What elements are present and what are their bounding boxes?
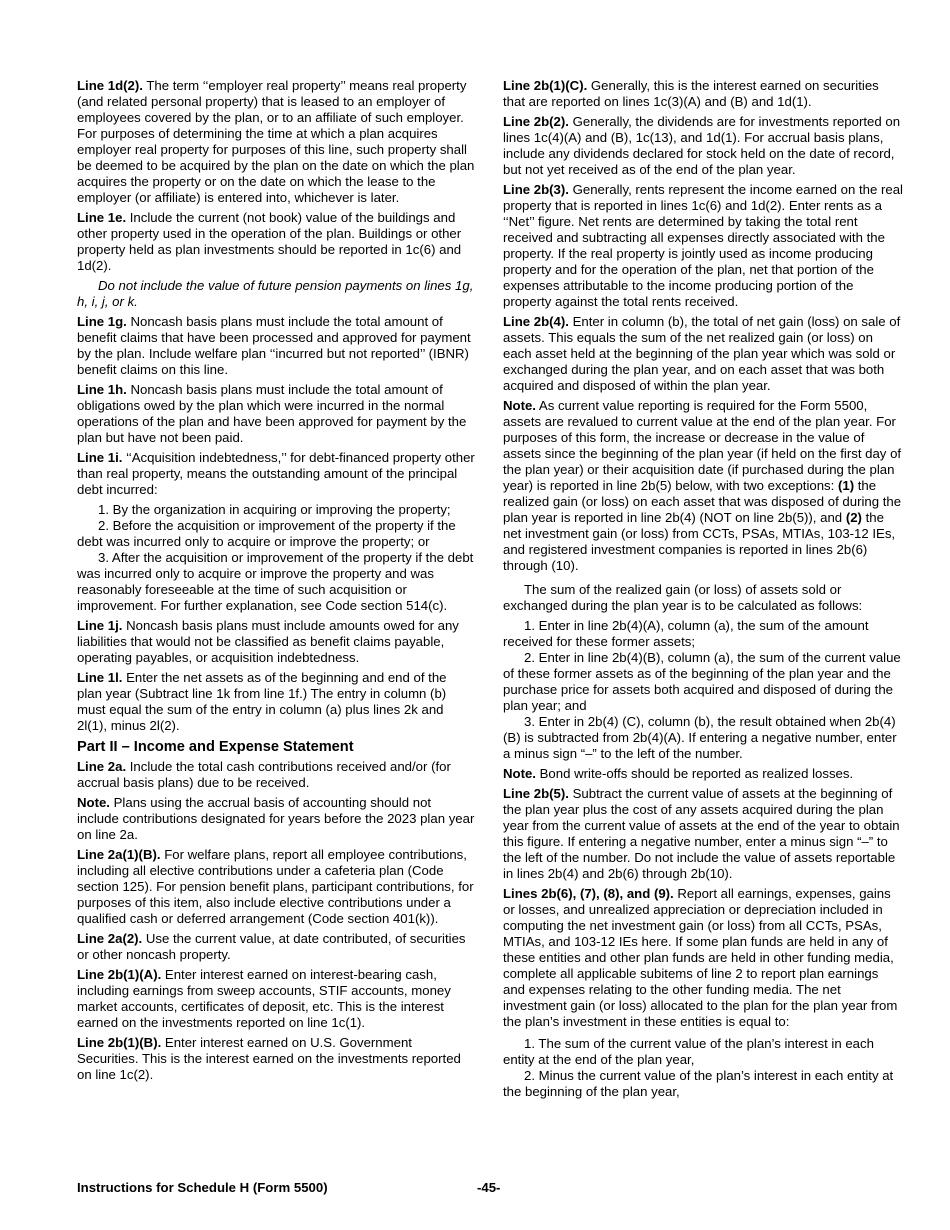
paragraph-line-1i: Line 1i. ‘‘Acquisition indebtedness,’’ for debt-financed property other than real property, means the outstanding amount of the principal debt incurred: — [77, 450, 475, 497]
paragraph-line-1h: Line 1h. Noncash basis plans must include the total amount of obligations owed by the plan which were incurred in the normal operations of the plan and have been approved for payment by the plan but have not been paid. — [77, 382, 467, 445]
list-item: 2. Minus the current value of the plan’s interest in each entity at the beginning of the plan year, — [503, 1068, 894, 1099]
paragraph-line-1d2: Line 1d(2). The term ‘‘employer real property’’ means real property (and related personal property) that is leased to an employer of employees covered by the plan, or to an affiliate of such employer. For purposes of determining the time at which a plan acquires employer real property for purposes of this line, such property shall be deemed to be acquired by the plan on the date on which the plan acquires the property or on the date on which the lease to the employer (or affiliate) is entered into, whichever is later. — [77, 78, 475, 205]
paragraph-note-current-value: Note. As current value reporting is required for the Form 5500, assets are revalued to current value at the end of the plan year. For purposes of this form, the increase or decrease in the value of assets since the beginning of the plan year (if held on the first day of the plan year) or their acquisition date (if purchased during the plan year) is reported in line 2b(5) below, with two exceptions: (1) the realized gain (or loss) on each asset that was disposed of during the plan year is reported in line 2b(4) (NOT on line 2b(5)), and (2) the net investment gain (or loss) from CCTs, PSAs, MTIAs, 103-12 IEs, and registered investment companies is reported in lines 2b(6) through (10). — [503, 398, 902, 573]
paragraph-line-2b1c: Line 2b(1)(C). Generally, this is the interest earned on securities that are reported on lines 1c(3)(A) and (B) and 1d(1). — [503, 78, 879, 109]
paragraph-line-2a1b: Line 2a(1)(B). For welfare plans, report all employee contributions, including all elective contributions under a cafeteria plan (Code section 125). For pension benefit plans, participant contributions, for purposes of this item, also include elective contributions under a qualified cash or deferred arrangement (Code section 401(k)). — [77, 847, 474, 926]
list-item: 2. Enter in line 2b(4)(B), column (a), the sum of the current value of these former assets as of the beginning of the plan year and the purchase price for assets both acquired and disposed of during the plan year; and — [503, 650, 901, 713]
list-item: 3. After the acquisition or improvement of the property if the debt was incurred only to acquire or improve the property and was reasonably foreseeable at the time of such acquisition or improvement. For further explanation, see Code section 514(c). — [77, 550, 474, 613]
paragraph-line-2b1a: Line 2b(1)(A). Enter interest earned on interest-bearing cash, including earnings from sweep accounts, STIF accounts, money market accounts, certificates of deposit, etc. This is the interest earned on the investments reported on line 1c(1). — [77, 967, 451, 1030]
paragraph-line-1l: Line 1l. Enter the net assets as of the beginning and end of the plan year (Subtract line 1k from line 1f.) The entry in column (b) must equal the sum of the entry in column (a) plus lines 2k and 2l(1), minus 2l(2). — [77, 670, 447, 733]
paragraph-note-bond: Note. Bond write-offs should be reported as realized losses. — [503, 766, 854, 781]
paragraph-line-2b4: Line 2b(4). Enter in column (b), the total of net gain (loss) on sale of assets. This equals the sum of the net realized gain (or loss) on each asset held at the beginning of the plan year which was sold or exchanged during the plan year, and on each asset that was both acquired and disposed of within the plan year. — [503, 314, 901, 393]
paragraph-line-1e: Line 1e. Include the current (not book) value of the buildings and other property used in the operation of the plan. Buildings or other property held as plan investments should be reported in 1c(6) and 1d(2). — [77, 210, 462, 273]
paragraph-note-accrual: Note. Plans using the accrual basis of accounting should not include contributions designated for years before the 2023 plan year on line 2a. — [77, 795, 475, 842]
paragraph-realized-gain: The sum of the realized gain (or loss) of assets sold or exchanged during the plan year is to be calculated as follows: — [503, 582, 863, 613]
list-item: 2. Before the acquisition or improvement of the property if the debt was incurred only to acquire or improve the property; or — [77, 518, 456, 549]
paragraph-line-1g: Line 1g. Noncash basis plans must include the total amount of benefit claims that have been processed and approved for payment by the plan. Include welfare plan ‘‘incurred but not reported’’ (IBNR) benefit claims on this line. — [77, 314, 471, 377]
paragraph-line-1j: Line 1j. Noncash basis plans must include amounts owed for any liabilities that would not be classified as benefit claims payable, operating payables, or acquisition indebtedness. — [77, 618, 459, 665]
paragraph-note-future-pension: Do not include the value of future pension payments on lines 1g, h, i, j, or k. — [77, 278, 474, 309]
paragraph-line-2b1b: Line 2b(1)(B). Enter interest earned on U.S. Government Securities. This is the interest earned on the investments reported on line 1c(2). — [77, 1035, 461, 1082]
list-item: 1. By the organization in acquiring or improving the property; — [98, 502, 451, 517]
right-column — [503, 78, 903, 1100]
paragraph-line-2a2: Line 2a(2). Use the current value, at date contributed, of securities or other noncash property. — [77, 931, 466, 962]
page-number: -45- — [477, 1180, 501, 1195]
list-item: 3. Enter in 2b(4) (C), column (b), the result obtained when 2b(4)(B) is subtracted from 2b(4)(A). If entering a negative number, enter a minus sign “–” to the left of the number. — [503, 714, 897, 761]
footer-title: Instructions for Schedule H (Form 5500) — [77, 1180, 328, 1195]
section-heading-part-ii: Part II – Income and Expense Statement — [77, 739, 354, 755]
paragraph-lines-2b6-9: Lines 2b(6), (7), (8), and (9). Report all earnings, expenses, gains or losses, and unrealized appreciation or depreciation included in computing the net investment gain (or loss) from all CCTs, PSAs, MTIAs, and 103-12 IEs here. If some plan funds are held in any of these entities and other plan funds are held in other funding media, complete all applicable subitems of line 2 to report plan earnings and expenses relating to the other funding media. The net investment gain (or loss) allocated to the plan for the plan year from the plan’s investment in these entities is equal to: — [503, 886, 898, 1029]
paragraph-line-2a: Line 2a. Include the total cash contributions received and/or (for accrual basis plans) due to be received. — [77, 759, 451, 790]
paragraph-line-2b2: Line 2b(2). Generally, the dividends are for investments reported on lines 1c(4)(A) and (B), 1c(13), and 1d(1). For accrual basis plans, include any dividends declared for stock held on the date of record, but not yet received as of the end of the plan year. — [503, 114, 901, 177]
list-item: 1. The sum of the current value of the plan’s interest in each entity at the end of the plan year, — [503, 1036, 874, 1067]
list-item: 1. Enter in line 2b(4)(A), column (a), the sum of the amount received for these former assets; — [503, 618, 869, 649]
left-column — [77, 78, 475, 1087]
paragraph-line-2b5: Line 2b(5). Subtract the current value of assets at the beginning of the plan year plus the cost of any assets acquired during the plan year from the current value of assets at the end of the year to obtain this figure. If entering a negative number, enter a minus sign “–” to the left of the number. Do not include the value of assets reportable in lines 2b(4) and 2b(6) through 2b(10). — [503, 786, 900, 881]
paragraph-line-2b3: Line 2b(3). Generally, rents represent the income earned on the real property that is reported in lines 1c(6) and 1d(2). Enter rents as a ‘‘Net’’ figure. Net rents are determined by taking the total rent received and subtracting all expenses directly associated with the property. If the real property is jointly used as income producing property and for the operation of the plan, net that portion of the expenses attributable to the income producing portion of the property against the total rents received. — [503, 182, 903, 309]
